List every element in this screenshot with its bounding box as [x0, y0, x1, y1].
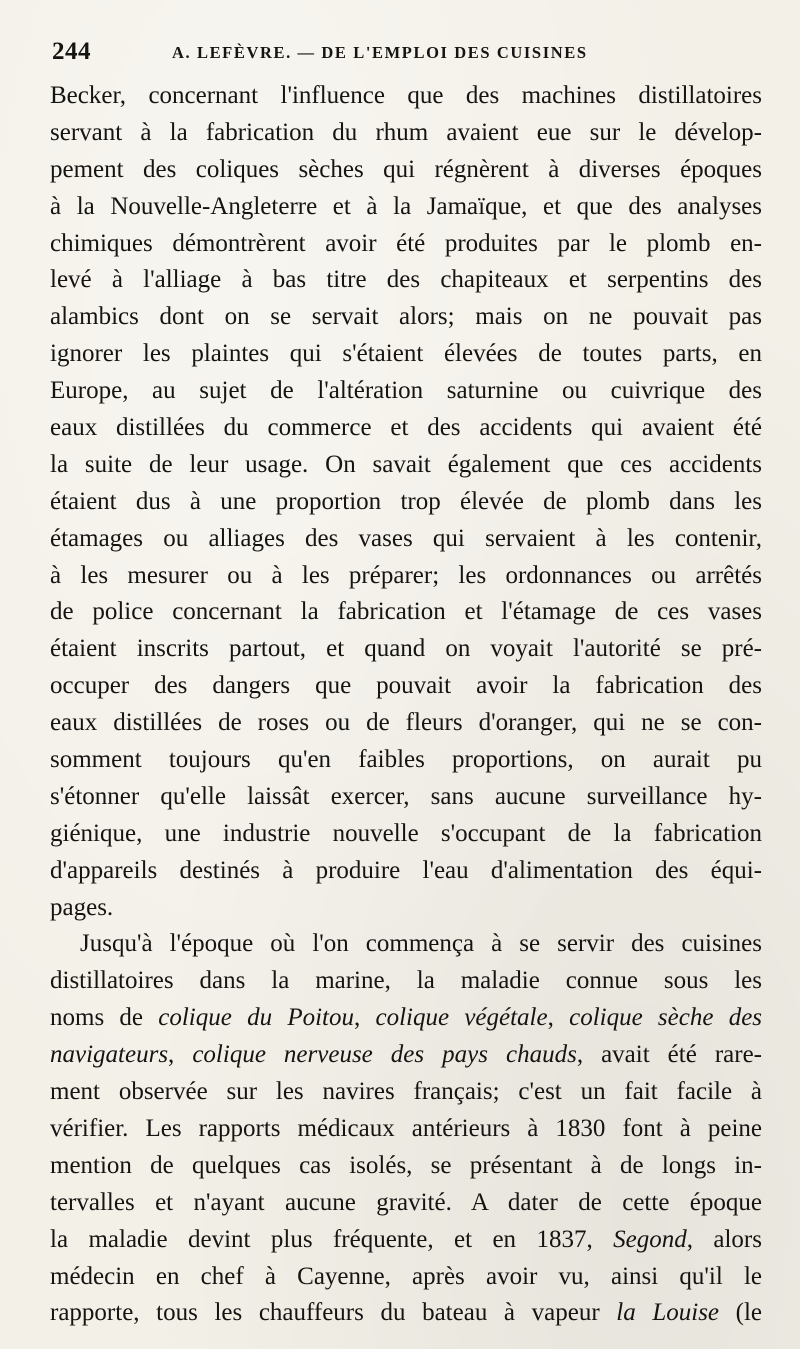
- text-run: ,: [354, 1004, 376, 1032]
- text-line: Europe, au sujet de l'altération saturnine ou cuivrique des: [50, 377, 762, 405]
- text-line: chimiques démontrèrent avoir été produites par le plomb en-: [50, 229, 762, 257]
- text-line: distillatoires dans la marine, la maladie connue sous les: [50, 967, 762, 995]
- text-line: s'étonner qu'elle laissât exercer, sans aucune surveillance hy-: [50, 782, 762, 810]
- text-line: mention de quelques cas isolés, se présentant à de longs in-: [50, 1151, 762, 1179]
- text-line: [50, 1000, 762, 1037]
- italic-term: colique végétale: [375, 1004, 548, 1032]
- body-text: [50, 78, 762, 1332]
- text-line: pages.: [50, 893, 114, 921]
- text-line: pement des coliques sèches qui régnèrent à diverses époques: [50, 155, 762, 183]
- text-line: alambics dont on se servait alors; mais on ne pouvait pas: [50, 303, 762, 331]
- text-line: eaux distillées du commerce et des accidents qui avaient été: [50, 414, 762, 442]
- text-run: ,: [547, 1004, 570, 1032]
- text-line: eaux distillées de roses ou de fleurs d'oranger, qui ne se con-: [50, 709, 762, 737]
- text-line: étaient inscrits partout, et quand on voyait l'autorité se pré-: [50, 635, 762, 663]
- text-run: rapporte, tous les chauffeurs du bateau à vapeur: [50, 1299, 617, 1327]
- text-run: (le: [719, 1299, 762, 1327]
- page-number: 244: [52, 38, 91, 65]
- text-line: étaient dus à une proportion trop élevée de plomb dans les: [50, 487, 762, 515]
- text-line: à les mesurer ou à les préparer; les ordonnances ou arrêtés: [50, 561, 762, 589]
- text-line: médecin en chef à Cayenne, après avoir vu, ainsi qu'il le: [50, 1262, 762, 1290]
- italic-term: navigateurs: [50, 1041, 169, 1069]
- text-line: tervalles et n'ayant aucune gravité. A dater de cette époque: [50, 1188, 762, 1216]
- italic-name: la Louise: [616, 1299, 720, 1327]
- text-run: , avait été rare-: [576, 1041, 763, 1069]
- text-line: de police concernant la fabrication et l'étamage de ces vases: [50, 598, 762, 626]
- text-line: étamages ou alliages des vases qui servaient à les contenir,: [50, 524, 762, 552]
- text-line: servant à la fabrication du rhum avaient eue sur le dévelop-: [50, 118, 762, 146]
- text-line: la suite de leur usage. On savait également que ces accidents: [50, 450, 762, 478]
- text-line: à la Nouvelle-Angleterre et à la Jamaïque, et que des analyses: [50, 192, 762, 220]
- text-line: occuper des dangers que pouvait avoir la fabrication des: [50, 672, 762, 700]
- text-line: Jusqu'à l'époque où l'on commença à se servir des cuisines: [80, 930, 762, 958]
- page-header: [52, 38, 752, 72]
- running-head: A. LEFÈVRE. — DE L'EMPLOI DES CUISINES: [172, 43, 588, 62]
- text-run: noms de: [50, 1004, 159, 1032]
- text-line: somment toujours qu'en faibles proportions, on aurait pu: [50, 746, 762, 774]
- text-run: la maladie devint plus fréquente, et en 1837,: [50, 1225, 614, 1253]
- text-line: giénique, une industrie nouvelle s'occupant de la fabrication: [50, 819, 762, 847]
- text-run: ,: [168, 1041, 193, 1069]
- text-line: levé à l'alliage à bas titre des chapiteaux et serpentins des: [50, 266, 762, 294]
- text-line: [50, 1295, 762, 1332]
- text-line: Becker, concernant l'influence que des machines distillatoires: [50, 82, 762, 109]
- text-line: [50, 1037, 762, 1074]
- italic-term: colique sèche des: [569, 1004, 763, 1032]
- italic-term: colique nerveuse des pays chauds: [192, 1041, 577, 1069]
- text-line: [50, 1222, 762, 1259]
- text-line: ignorer les plaintes qui s'étaient élevées de toutes parts, en: [50, 340, 762, 368]
- text-line: vérifier. Les rapports médicaux antérieurs à 1830 font à peine: [50, 1114, 762, 1142]
- text-run: , alors: [686, 1225, 762, 1253]
- text-line: d'appareils destinés à produire l'eau d'alimentation des équi-: [50, 856, 762, 884]
- italic-term: colique du Poitou: [158, 1004, 354, 1032]
- italic-name: Segond: [613, 1225, 687, 1253]
- text-line: ment observée sur les navires français; c'est un fait facile à: [50, 1078, 762, 1106]
